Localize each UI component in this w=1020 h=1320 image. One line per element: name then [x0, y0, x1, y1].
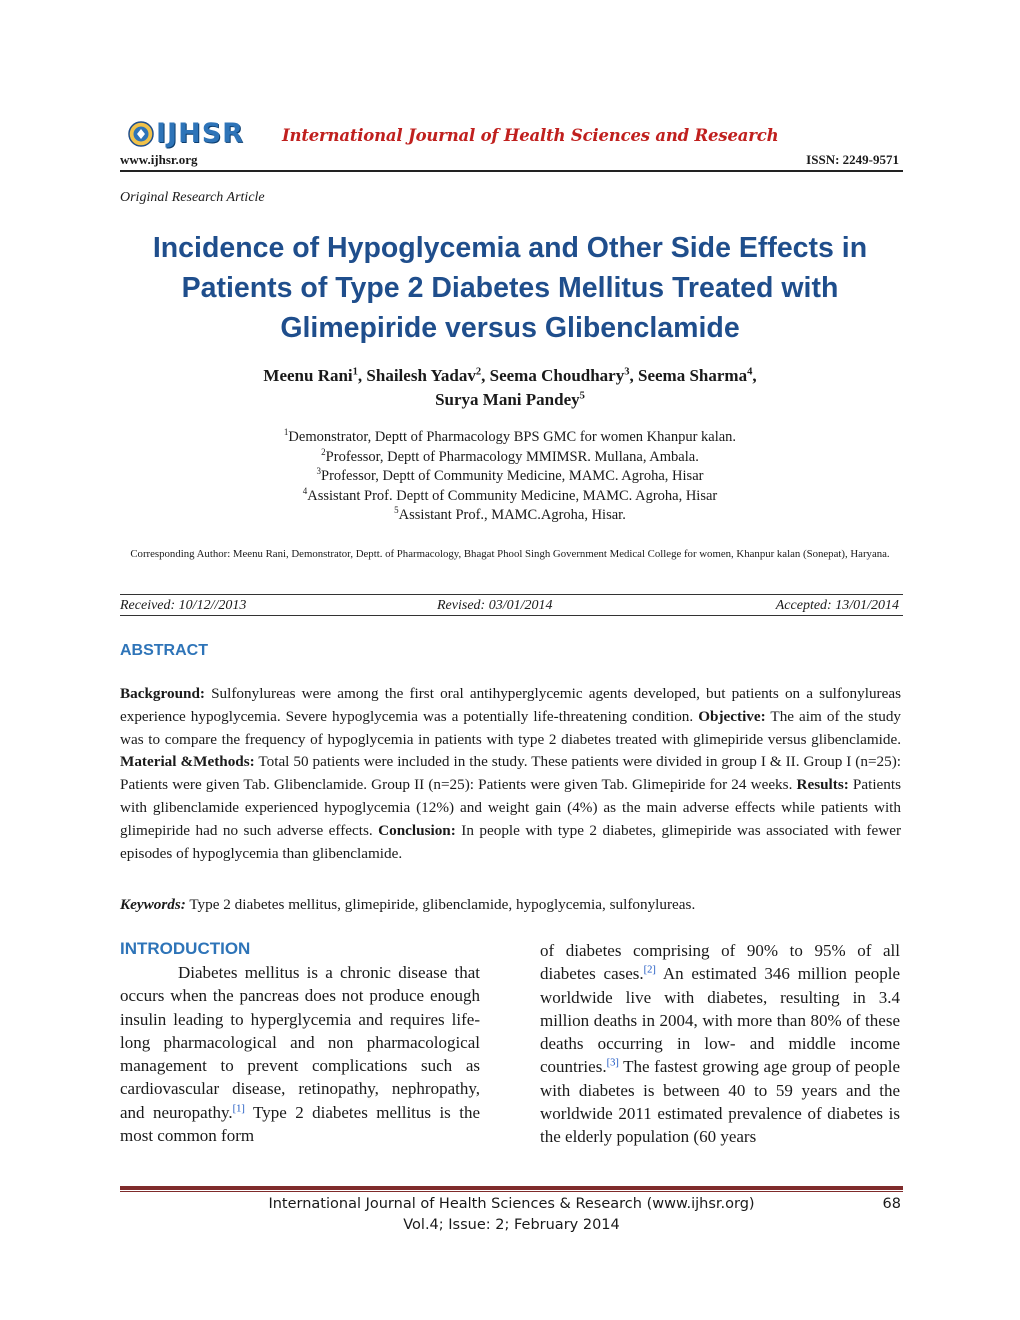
- affiliation-line: [110, 448, 910, 468]
- author-name: Surya Mani Pandey: [435, 390, 580, 409]
- accepted-date: Accepted: 13/01/2014: [775, 598, 899, 613]
- author-separator: ,: [629, 366, 638, 385]
- methods-label: Material &Methods:: [120, 753, 255, 771]
- journal-logo-text: IJHSR: [156, 118, 244, 149]
- issn: ISSN: 2249-9571: [806, 152, 899, 167]
- page-number: 68: [882, 1196, 901, 1212]
- affiliation-line: [110, 506, 910, 526]
- intro-text-5: The fastest growing age group of people with diabetes is between 40 to 59 years and the worldwide 2011 estimated prevalence of diabetes is the elderly population (60 years: [540, 1057, 900, 1147]
- author-separator: ,: [481, 366, 490, 385]
- affiliation-mark: 4: [302, 485, 308, 496]
- author-name: Seema Choudhary: [489, 366, 625, 385]
- journal-logo: [128, 120, 244, 148]
- author-separator: ,: [752, 366, 757, 385]
- conclusion-label: Conclusion:: [378, 821, 456, 839]
- dates-divider-top: [120, 594, 903, 595]
- revised-date: Revised: 03/01/2014: [437, 598, 553, 613]
- affiliation-list: [110, 428, 910, 526]
- introduction-heading: INTRODUCTION: [120, 939, 251, 958]
- affiliation-text: Professor, Deptt of Community Medicine, MAMC. Agroha, Hisar: [321, 468, 704, 485]
- author-name: Seema Sharma: [638, 366, 748, 385]
- affiliation-mark: 5: [394, 505, 399, 516]
- affiliation-line: [110, 487, 910, 507]
- footer-divider: [120, 1186, 903, 1190]
- keywords-text: Type 2 diabetes mellitus, glimepiride, glibenclamide, hypoglycemia, sulfonylureas.: [185, 896, 696, 913]
- objective-label: Objective:: [698, 707, 766, 725]
- abstract-heading: ABSTRACT: [120, 642, 208, 659]
- intro-text-2: Type 2 diabetes mellitus is the most common form: [120, 1102, 480, 1146]
- article-type: Original Research Article: [120, 190, 265, 205]
- author-separator: ,: [357, 366, 367, 385]
- footer-divider-thin: [120, 1191, 903, 1192]
- results-label: Results:: [796, 776, 849, 794]
- journal-title: International Journal of Health Sciences and Research: [282, 126, 779, 145]
- citation-link-2[interactable]: [2]: [643, 964, 656, 976]
- results-text: Patients with glibenclamide experienced hypoglycemia (12%) and weight gain (4%) as the main adverse effects while patients with glimepiride had no such adverse effects.: [120, 776, 902, 839]
- intro-text-4: An estimated 346 million people worldwide live with diabetes, resulting in 3.4 million deaths in 2004, with more than 80% of these deaths occurring in low- and middle income countries.: [540, 964, 900, 1077]
- citation-link-3[interactable]: [3]: [606, 1057, 619, 1069]
- author-affiliation-mark: 2: [475, 366, 482, 378]
- affiliation-mark: 2: [321, 446, 326, 457]
- journal-website-link[interactable]: www.ijhsr.org: [120, 152, 198, 167]
- introduction-column-right: [540, 939, 900, 1149]
- affiliation-line: [110, 428, 910, 448]
- affiliation-mark: 3: [316, 466, 322, 477]
- author-list: [110, 364, 910, 412]
- keywords-label: Keywords:: [120, 896, 186, 913]
- keywords: [120, 894, 901, 916]
- footer-volume-line: Vol.4; Issue: 2; February 2014: [403, 1217, 620, 1233]
- author-name: Meenu Rani: [263, 366, 353, 385]
- journal-emblem-icon: [128, 121, 154, 147]
- affiliation-mark: 1: [283, 427, 289, 438]
- author-affiliation-mark: 4: [747, 366, 753, 378]
- received-date: Received: 10/12//2013: [120, 598, 247, 613]
- methods-text: Total 50 patients were included in the study. These patients were divided in group I & II. Group I (n=25): Patients were given Tab. Glibenclamide. Group II (n=25): Patients were given Tab. Glimepiride for 24 weeks.: [120, 753, 901, 794]
- affiliation-text: Demonstrator, Deptt of Pharmacology BPS GMC for women Khanpur kalan.: [288, 429, 737, 445]
- conclusion-text: In people with type 2 diabetes, glimepiride was associated with fewer episodes of hypoglycemia than glibenclamide.: [120, 821, 902, 862]
- background-label: Background:: [120, 685, 205, 702]
- author-name: Shailesh Yadav: [366, 366, 476, 385]
- affiliation-text: Assistant Prof., MAMC.Agroha, Hisar.: [398, 507, 626, 524]
- author-affiliation-mark: 1: [352, 366, 358, 378]
- citation-link-1[interactable]: [1]: [232, 1103, 245, 1115]
- affiliation-text: Assistant Prof. Deptt of Community Medicine, MAMC. Agroha, Hisar: [307, 487, 718, 504]
- affiliation-line: [110, 467, 910, 487]
- intro-text-3: of diabetes comprising of 90% to 95% of all diabetes cases.: [540, 941, 900, 984]
- author-affiliation-mark: 5: [579, 390, 585, 402]
- author-affiliation-mark: 3: [624, 366, 630, 378]
- corresponding-author: Corresponding Author: Meenu Rani, Demonstrator, Deptt. of Pharmacology, Bhagat Phool Singh Government Medical College for women, Khanpur kalan (Sonepat), Haryana.: [130, 548, 890, 560]
- paper-title: Incidence of Hypoglycemia and Other Side Effects in Patients of Type 2 Diabetes Mellitus Treated with Glimepiride versus Glibenclamide: [152, 232, 868, 344]
- introduction-column-left: [120, 961, 480, 1147]
- abstract-body: [120, 683, 901, 865]
- dates-divider-bottom: [120, 615, 903, 616]
- header-divider: [120, 170, 903, 172]
- intro-text-1: Diabetes mellitus is a chronic disease that occurs when the pancreas does not produce enough insulin leading to hyperglycemia and requires life-long pharmacological and non pharmacological management to prevent complications such as cardiovascular disease, retinopathy, nephropathy, and neuropathy.: [120, 963, 480, 1122]
- background-text: Sulfonylureas were among the first oral antihyperglycemic agents developed, but patients on a sulfonylureas experience hypoglycemia. Severe hypoglycemia was a potentially life-threatening condition.: [120, 685, 901, 725]
- footer-journal-line: International Journal of Health Sciences & Research (www.ijhsr.org): [268, 1196, 755, 1212]
- objective-text: The aim of the study was to compare the frequency of hypoglycemia in patients with type 2 diabetes treated with glimepiride versus glibenclamide.: [120, 707, 902, 748]
- affiliation-text: Professor, Deptt of Pharmacology MMIMSR. Mullana, Ambala.: [325, 448, 699, 465]
